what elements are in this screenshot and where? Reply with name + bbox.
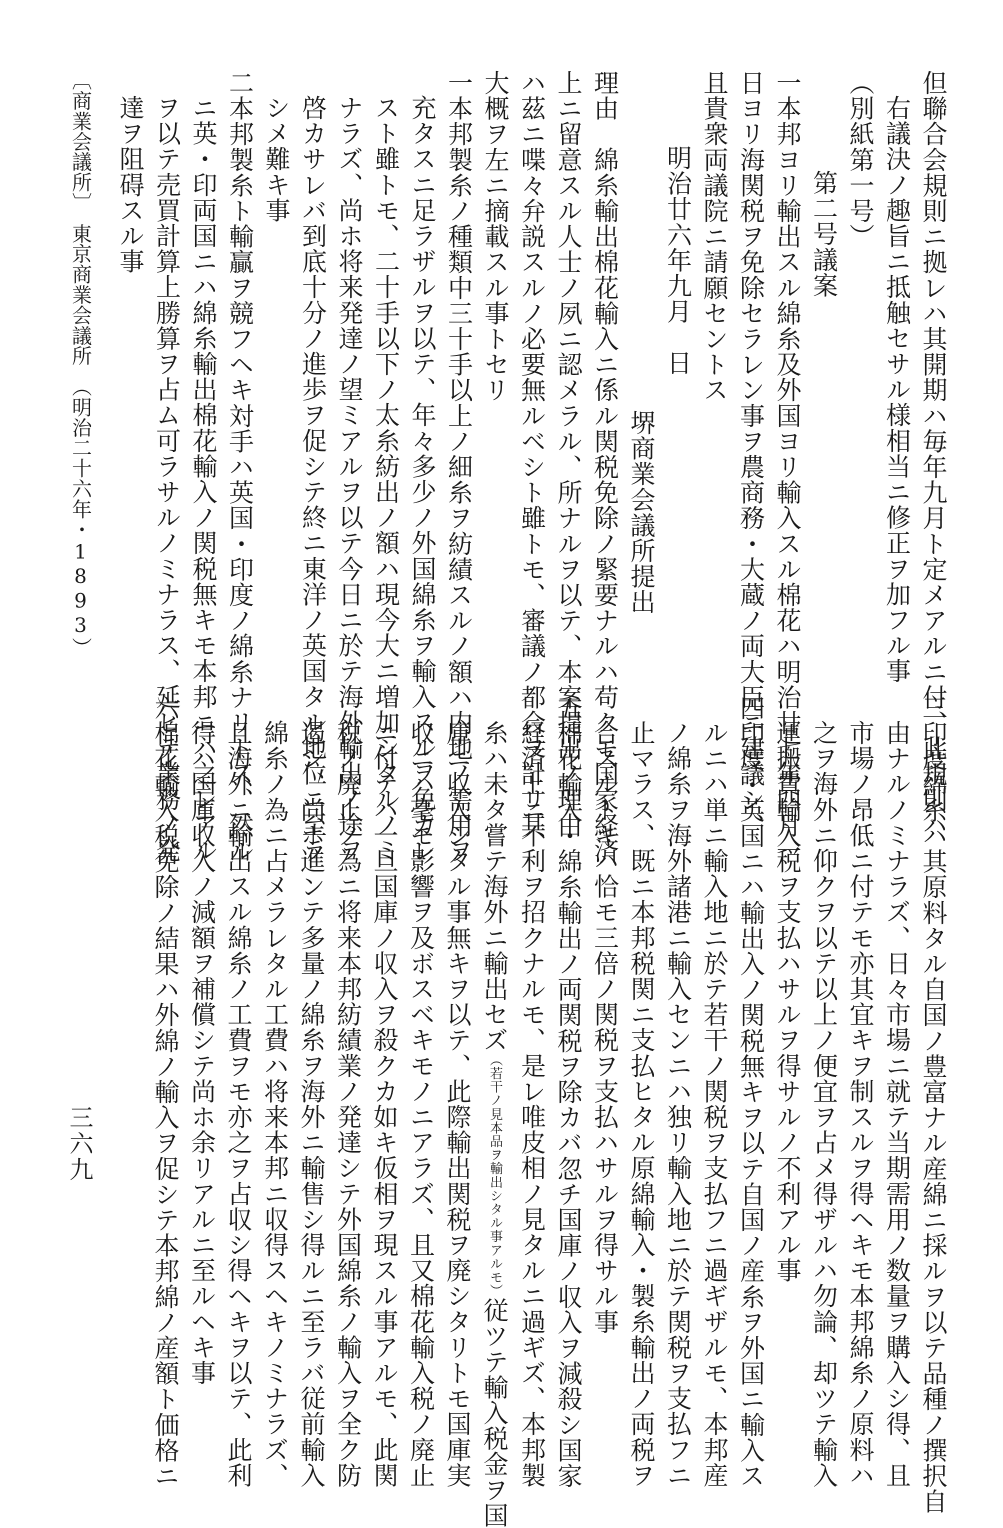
submitter-line: 堺商業会議所提出 — [627, 410, 656, 615]
text-column: 止マラス、既ニ本邦税関ニ支払ヒタル原綿輸入・製糸輸出ノ両税ヲ — [627, 720, 656, 1488]
text-column: 税ノ廃止ノ為ニ将来本邦紡績業ノ発達シテ外国綿糸ノ輸入ヲ全ク防 — [333, 720, 363, 1488]
text-column: シメ難キ事 — [262, 95, 291, 223]
date-line: 明治廿六年九月 日 — [663, 145, 693, 376]
text-column: 日ヨリ海関税ヲ免除セラレン事ヲ農商務・大蔵ノ両大臣ニ建議シ、 — [736, 70, 766, 838]
text-column: 第二号議案 — [809, 170, 839, 298]
upper-text-block — [112, 70, 952, 864]
text-column: 且貴衆両議院ニ請願セントス — [700, 70, 729, 403]
note-text: 従ツテ輸入税金ヲ国 — [480, 1297, 509, 1528]
text-column: 綿糸ノ為ニ占メラレタル工費ハ将来本邦ニ収得スヘキノミナラズ、 — [260, 720, 290, 1488]
text-column: ノ綿糸ヲ海外諸港ニ輸入センニハ独リ輸入地ニ於テ関税ヲ支払フニ — [663, 720, 693, 1488]
inline-note-line: （若干ノ見本品ヲ輸 — [487, 1052, 502, 1176]
text-column: 運搬費輸入税ヲ支払ハサルヲ得サルノ不利アル事 — [773, 720, 802, 1284]
text-column-with-note — [475, 695, 513, 1528]
text-column: 右議決ノ趣旨ニ抵触セサル様相当ニ修正ヲ加フル事 — [882, 95, 912, 684]
text-column: 五棉花輸入・綿糸輸出ノ両関税ヲ除カバ忽チ国庫ノ収入ヲ減殺シ国家 — [554, 695, 583, 1489]
text-column: ナラズ、尚ホ将来発達ノ望ミアルヲ以テ今日ニ於テ海外輸出ノ途ヲ — [335, 95, 364, 863]
lower-text-block — [147, 695, 952, 1528]
text-column: ニ付テハ一旦国庫ノ収入ヲ殺クカ如キ仮相ヲ現スル事アルモ、此関 — [370, 720, 399, 1488]
text-column: スト雖トモ、二十手以下ノ太糸紡出ノ額ハ現今大ニ増加シタルノミ — [371, 95, 401, 863]
text-column: 六棉花輸入税免除ノ結果ハ外綿ノ輸入ヲ促シテ本邦綿ノ産額ト価格ニ — [151, 695, 180, 1489]
text-column: 達ヲ阻碍スル事 — [116, 95, 145, 275]
text-column: 一本邦製糸ノ種類中三十手以上ノ細糸ヲ紡績スルノ額ハ内地ノ需用ヲ — [444, 70, 474, 864]
source-citation-block — [62, 70, 99, 660]
text-column: 大概ヲ左ニ摘載スル事トセリ — [481, 70, 510, 403]
text-column: （別紙第一号） — [846, 70, 875, 250]
text-column: 啓カサレバ到底十分ノ進歩ヲ促シテ終ニ東洋ノ英国タル地位ニ至ラ — [298, 95, 328, 863]
inline-note-line: 出シタル事アルモ） — [487, 1175, 502, 1298]
text-column: 且海外ニ輸出スル綿糸ノ工費ヲモ亦之ヲ占収シ得ヘキヲ以テ、此利 — [224, 720, 253, 1488]
text-column: 得ハ国庫収入ノ減額ヲ補償シテ尚ホ余リアルニ至ルヘキ事 — [187, 720, 217, 1386]
text-column: 庫ニ収入シタル事無キヲ以テ、此際輸出関税ヲ廃シタリトモ国庫実 — [443, 720, 472, 1488]
text-column: ニ英・印両国ニハ綿糸輸出棉花輸入ノ関税無キモ本邦ニハ之レアル — [189, 95, 218, 863]
text-column: 上ニ留意スル人士ノ夙ニ認メラル、所ナルヲ以テ、本案提出ノ理由 — [554, 70, 583, 838]
text-column: 遏シ、尚ホ進ンテ多量ノ綿糸ヲ海外ニ輸售シ得ルニ至ラバ従前輸入 — [297, 720, 326, 1488]
text-column: 充タスニ足ラザルヲ以テ、年々多少ノ外国綿糸ヲ輸入スルヲ免カレ — [408, 95, 437, 863]
text-column: 市場ノ昂低ニ付テモ亦其宜キヲ制スルヲ得ヘキモ本邦綿糸ノ原料ハ — [846, 720, 875, 1488]
text-column: 収ニハ毫モ影響ヲ及ボスベキモノニアラズ、且又棉花輸入税ノ廃止 — [406, 720, 436, 1488]
text-column: 二本邦製糸ト輸贏ヲ競フヘキ対手ハ英国・印度ノ綿糸ナリトス、然ル — [225, 70, 255, 864]
page-number: 三六九 — [65, 1105, 93, 1183]
text-column: 三印度綿糸ハ其原料タル自国ノ豊富ナル産綿ニ採ルヲ以テ品種ノ撰択自 — [919, 695, 948, 1515]
text-column: 理由 綿糸輸出棉花輸入ニ係ル関税免除ノ緊要ナルハ苟クモ国家経済 — [590, 70, 620, 864]
note-text: 糸ハ未タ嘗テ海外ニ輸出セズ — [480, 720, 509, 1053]
text-column: 四印度・英国ニハ輸出入ノ関税無キヲ以テ自国ノ産糸ヲ外国ニ輸入ス — [736, 695, 766, 1489]
text-column: 経済上ニ不利ヲ招クナルモ、是レ唯皮相ノ見タルニ過ギズ、本邦製 — [517, 720, 547, 1488]
text-column: ヲ以テ売買計算上勝算ヲ占ム可ラサルノミナラス、延ヒテ業務ノ発 — [152, 95, 182, 863]
source-citation: 〔商業会議所〕 東京商業会議所 （明治二十六年・1893） — [68, 70, 93, 658]
text-column: ルニハ単ニ輸入地ニ於テ若干ノ関税ヲ支払フニ過ギザルモ、本邦産 — [700, 720, 729, 1488]
inline-note — [488, 1053, 501, 1298]
text-column: 由ナルノミナラズ、日々市場ニ就テ当期需用ノ数量ヲ購入シ得、且 — [882, 720, 912, 1488]
text-column: 但聯合会規則ニ拠レハ其開期ハ毎年九月ト定メアルニ付、此規則ハ — [919, 70, 948, 838]
text-column: 一本邦ヨリ輸出スル綿糸及外国ヨリ輸入スル棉花ハ明治廿七年四月一 — [773, 70, 802, 864]
text-column: ハ茲ニ喋々弁説スルノ必要無ルベシト雖トモ、審議ノ都合ヲ計リ其 — [517, 70, 547, 838]
text-column: 之ヲ海外ニ仰クヲ以テ以上ノ便宜ヲ占メ得ザルハ勿論、却ツテ輸入 — [809, 720, 839, 1488]
text-column: 合スルトキハ恰モ三倍ノ関税ヲ支払ハサルヲ得サル事 — [590, 720, 620, 1335]
